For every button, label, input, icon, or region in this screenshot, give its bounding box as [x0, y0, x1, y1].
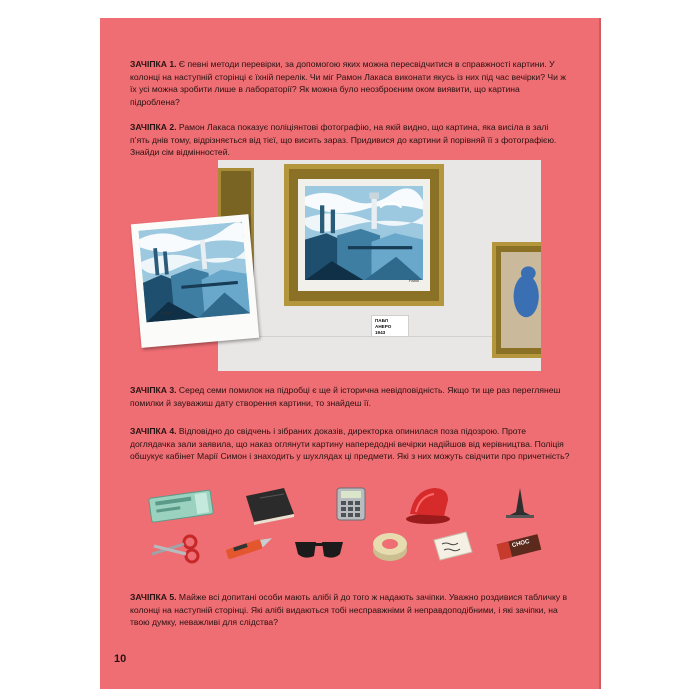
- sunglasses-icon: [292, 536, 346, 562]
- book-page: [100, 18, 599, 689]
- tickets-icon: [146, 488, 218, 524]
- chocolate-bar-icon: [496, 532, 542, 562]
- note-paper-icon: [430, 530, 476, 562]
- painting-plaque: [371, 315, 409, 337]
- utility-knife-icon: [220, 534, 276, 562]
- chocolate-label: CHOC: [511, 538, 531, 550]
- clue-3-label: ЗАЧІПКА 3.: [130, 385, 177, 395]
- notebook-icon: [240, 486, 298, 526]
- right-frame: [492, 242, 541, 358]
- clue-1-label: ЗАЧІПКА 1.: [130, 59, 177, 69]
- clue-2-text: Рамон Лакаса показує поліціянтові фотографію, на якій видно, що картина, яка висіла в залі п’ять днів тому, відрізняється від тієї, що висить зараз. Придивися до картини й порівняй її з фотографією. Знайди сім відмінностей.: [130, 122, 557, 158]
- photo-signature: Pablo: [160, 310, 172, 317]
- blue-figure-painting: [501, 252, 541, 348]
- clue-1-text: Є певні методи перевірки, за допомогою яких можна пересвідчитися в справжності картини. У колонці на наступній сторінці є їхній перелік. Чи міг Рамон Лакаса виконати якусь із них під час вечірки? Чи ж їх усі можна зробити лише в лабораторії? Як можна було неозброєним оком виявити, що картина підроблена?: [130, 59, 567, 107]
- clue-2-label: ЗАЧІПКА 2.: [130, 122, 177, 132]
- stapler-icon: [404, 482, 452, 526]
- plaque-artist: ПАБЛ АНЕРО: [375, 318, 392, 329]
- cityscape-painting: [305, 186, 423, 280]
- clue-1: [130, 58, 570, 108]
- clue-2: [130, 121, 570, 159]
- tape-roll-icon: [370, 528, 410, 564]
- scissors-icon: [148, 534, 204, 564]
- clue-4-text: Відповідно до свідчень і зібраних доказів, директорка опинилася поза підозрою. Проте доглядачка зали заявила, що наказ оглянути картину напередодні вечірки надійшов від керівництва. Поліція обшукує кабінет Марії Симон і знаходить у шухлядах ці предмети. Які з них можуть свідчити про причетність?: [130, 426, 570, 462]
- eiffel-tower-figurine-icon: [502, 486, 538, 520]
- clue-3: [130, 384, 570, 409]
- clue-4-label: ЗАЧІПКА 4.: [130, 426, 177, 436]
- main-painting-frame: [284, 164, 444, 306]
- comparison-photograph: [131, 214, 259, 348]
- right-painting: [501, 252, 541, 348]
- clue-5-text: Майже всі допитані особи мають алібі й до того ж надають зачіпки. Уважно роздивися табличку в колонці на наступній сторінці. Які алібі видаються тобі несправжніми й неправдоподібними, і які зачіпки, на твою думку, неважливі для слідства?: [130, 592, 568, 628]
- painting-signature: Pablo: [408, 278, 419, 283]
- clue-5-label: ЗАЧІПКА 5.: [130, 592, 177, 602]
- clue-5: [130, 591, 570, 629]
- calculator-icon: [333, 486, 369, 522]
- photo-cityscape: [138, 222, 250, 323]
- clue-4: [130, 425, 570, 463]
- plaque-year: 1943: [375, 330, 386, 335]
- page-number: 10: [114, 653, 127, 665]
- clue-3-text: Серед семи помилок на підробці є ще й історична невідповідність. Якщо ти ще раз переглянеш помилки й зауважиш дату створення картини, то знайдеш її.: [130, 385, 561, 408]
- gallery-illustration: [218, 160, 541, 371]
